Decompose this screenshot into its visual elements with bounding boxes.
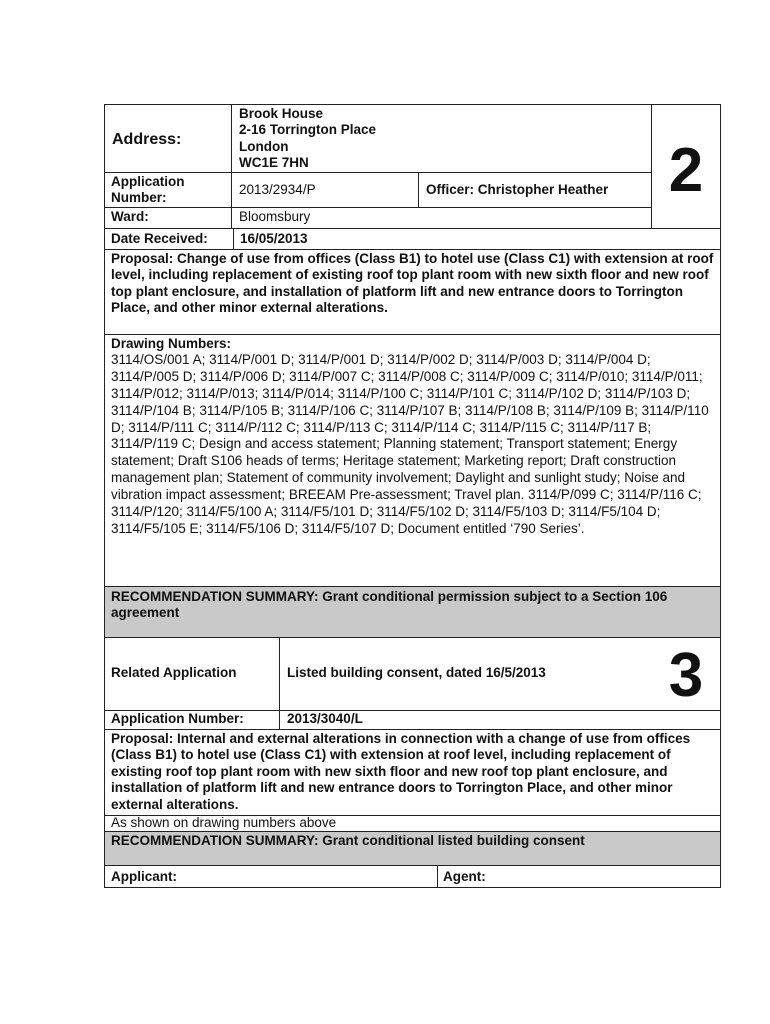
drawing-numbers-label: Drawing Numbers: xyxy=(111,336,232,351)
ward-label: Ward: xyxy=(111,209,149,224)
applicant-label: Applicant: xyxy=(111,869,177,884)
related-application-value: Listed building consent, dated 16/5/2013 xyxy=(287,665,546,680)
item-number: 2 xyxy=(668,140,704,202)
application-number-label: Application Number: xyxy=(111,711,244,726)
item-number: 3 xyxy=(668,645,704,707)
ward-value: Bloomsbury xyxy=(239,209,311,224)
date-received-label: Date Received: xyxy=(111,231,208,246)
related-application-label: Related Application xyxy=(111,665,237,680)
drawing-numbers-text: 3114/OS/001 A; 3114/P/001 D; 3114/P/001 D; 3114/P/002 D; 3114/P/003 D; 3114/P/004 D; 3114/P/005 D; 3114/P/006 D; 3114/P/007 C; 3114/P/008 C; 3114/P/009 C; 3114/P/010; 3114/P/011; 3114/P/012; 3114/P/013; 3114/P/014; 3114/P/100 C; 3114/P/101 C; 3114/P/102 D; 3114/P/103 D; 3114/P/104 B; 3114/P/105 B; 3114/P/106 C; 3114/P/107 B; 3114/P/108 B; 3114/P/109 B; 3114/P/110 D; 3114/P/111 C; 3114/P/112 C; 3114/P/113 C; 3114/P/114 C; 3114/P/115 C; 3114/P/117 B; 3114/P/119 C; Design and access statement; Planning statement; Transport statement; Energy statement; Draft S106 heads of terms; Heritage statement; Marketing report; Draft construction management plan; Statement of community involvement; Daylight and sunlight study; Noise and vibration impact assessment; BREEAM Pre-assessment; Travel plan. 3114/P/099 C; 3114/P/116 C; 3114/P/120; 3114/F5/100 A; 3114/F5/101 D; 3114/F5/102 D; 3114/F5/103 D; 3114/F5/104 D; 3114/F5/105 E; 3114/F5/106 D; 3114/F5/107 D; Document entitled ‘790 Series’. xyxy=(111,352,709,536)
application-number-value: 2013/2934/P xyxy=(239,182,316,197)
proposal-text: Proposal: Change of use from offices (Class B1) to hotel use (Class C1) with extension at roof level, including replacement of existing roof top plant room with new sixth floor and new roof top plant enclosure, and installation of platform lift and new entrance doors to Torrington Place, and other minor external alterations. xyxy=(111,251,714,316)
agent-label: Agent: xyxy=(443,869,486,884)
recommendation-summary: RECOMMENDATION SUMMARY: Grant conditional listed building consent xyxy=(111,833,585,848)
address-line: 2-16 Torrington Place xyxy=(239,122,377,138)
address-line: Brook House xyxy=(239,106,324,121)
date-received-value: 16/05/2013 xyxy=(240,231,308,246)
address-line: WC1E 7HN xyxy=(239,155,309,171)
recommendation-summary: RECOMMENDATION SUMMARY: Grant conditional permission subject to a Section 106 agreement xyxy=(111,589,668,621)
address-label: Address: xyxy=(112,131,182,148)
application-number-label: Application Number: xyxy=(111,174,185,206)
officer-name: Officer: Christopher Heather xyxy=(426,182,609,197)
drawing-numbers-text: As shown on drawing numbers above xyxy=(111,815,337,830)
proposal-text: Proposal: Internal and external alterations in connection with a change of use from offices (Class B1) to hotel use (Class C1) with extension at roof level, including replacement of existing roof top plant room with new sixth floor and new roof top plant enclosure, and installation of platform lift and new entrance doors to Torrington Place, and other minor external alterations. xyxy=(111,731,691,812)
address-value xyxy=(239,106,649,172)
application-number-value: 2013/3040/L xyxy=(287,711,363,726)
address-line: London xyxy=(239,138,289,154)
